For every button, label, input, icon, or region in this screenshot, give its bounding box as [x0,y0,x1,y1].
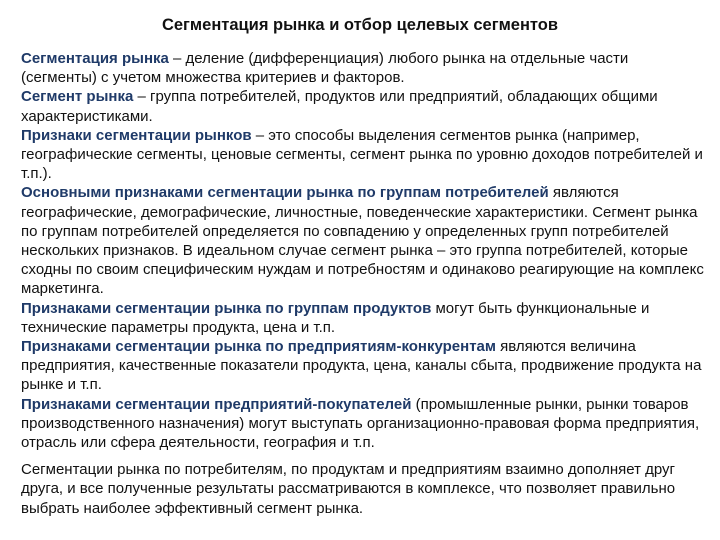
definition-term: Сегмент рынка [21,88,134,106]
definition-term: Основными признаками сегментации рынка по группам потребителей [21,184,549,202]
definition-text: – группа потребителей, продуктов или предприятий, обладающих общими характеристиками. [21,88,658,125]
definition-term: Признаками сегментации рынка по группам продуктов [21,299,432,317]
definition-text: – деление (дифференциация) любого рынка на отдельные части (сегменты) с учетом множества критериев и факторов. [21,50,629,87]
paragraph-gap [21,452,706,460]
definition-term: Сегментация рынка [21,50,169,67]
definition-paragraph [21,395,706,453]
definition-term: Признаки сегментации рынков [21,126,252,144]
definition-text: являются величина предприятия, качественные показатели продукта, цена, каналы сбыта, продвижение продукта на рынке и т.п. [21,338,702,394]
definition-paragraph [21,49,706,87]
definition-term: Признаками сегментации предприятий-покупателей [21,395,412,413]
definition-text: являются географические, демографические, личностные, поведенческие характеристики. Сегмент рынка по группам потребителей определяется по совпадению у определенных групп потребителей нескольких признаков. В идеальном случае сегмент рынка – это группа потребителей, которые сходны по своим специфическим нуждам и потребностям и одинаково реагирующие на комплекс маркетинга. [21,184,704,298]
slide-title: Сегментация рынка и отбор целевых сегментов [161,16,559,34]
definition-paragraph [21,183,706,298]
definition-paragraph [21,337,706,395]
definition-paragraph [21,87,706,125]
definition-paragraph [21,126,706,184]
definition-paragraph [21,299,706,337]
definition-text: могут быть функциональные и технические параметры продукта, цена и т.п. [21,299,650,336]
conclusion-paragraph: Сегментации рынка по потребителям, по продуктам и предприятиям взаимно дополняет друг друга, и все полученные результаты рассматриваются в комплексе, что позволяет правильно выбрать наиболее эффективный сегмент рынка. [21,461,676,517]
definition-text: – это способы выделения сегментов рынка (например, географические сегменты, ценовые сегменты, сегмент рынка по уровню доходов потребителей и т.п.). [21,126,703,183]
definition-text: (промышленные рынки, рынки товаров производственного назначения) могут выступать организационно-правовая форма предприятия, отрасль или сфера деятельности, география и т.п. [21,395,700,452]
slide-content [21,49,706,518]
definition-term: Признаками сегментации рынка по предприятиям-конкурентам [21,338,496,356]
